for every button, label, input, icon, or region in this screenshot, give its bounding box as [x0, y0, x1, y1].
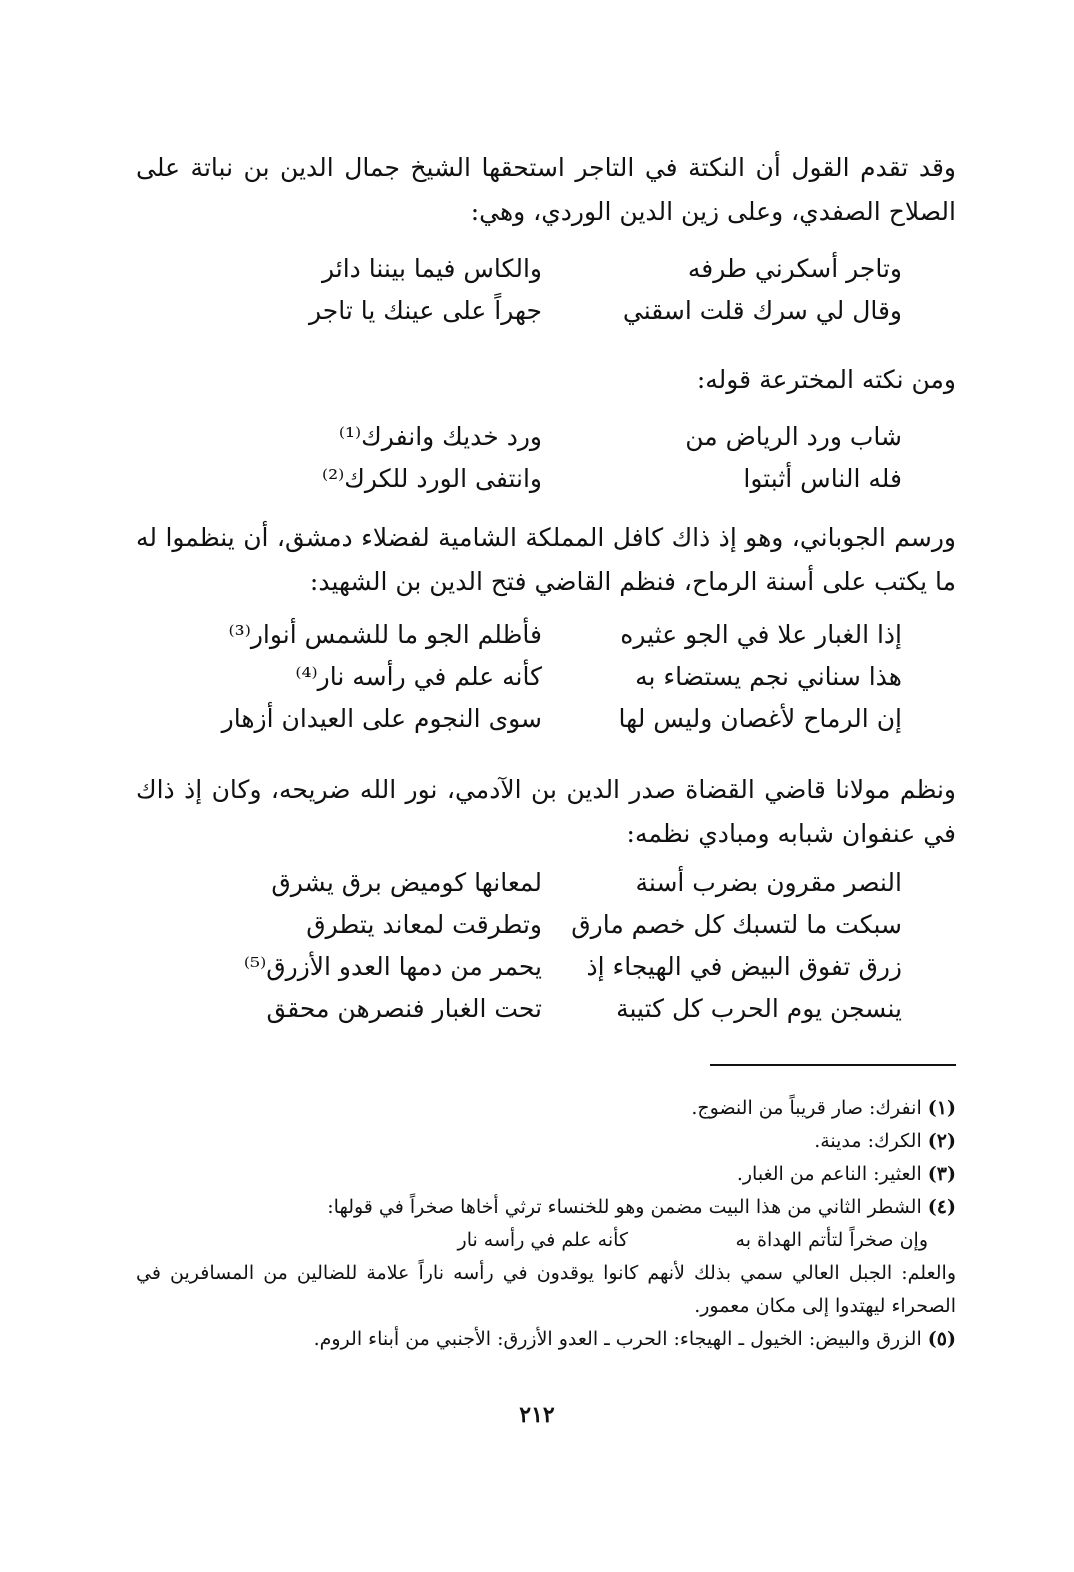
poem-spears	[172, 614, 902, 740]
verse-first-hemistich: سبكت ما لتسبك كل خصم مارق	[571, 910, 902, 939]
verse-second-hemistich: يحمر من دمها العدو الأزرق⁽⁵⁾	[243, 952, 542, 981]
verse-line	[172, 904, 902, 946]
paragraph-intro: وقد تقدم القول أن النكتة في التاجر استحقها الشيخ جمال الدين بن نباتة على الصلاح الصفدي، وعلى زين الدين الوردي، وهي:	[136, 153, 956, 226]
verse-second-hemistich: ورد خديك وانفرك⁽¹⁾	[338, 422, 542, 451]
footnote-text: الزرق والبيض: الخيول ـ الهيجاء: الحرب ـ العدو الأزرق: الأجنبي من أبناء الروم.	[313, 1328, 922, 1350]
verse-line	[172, 416, 902, 458]
verse-first-hemistich: وإن صخراً لتأتم الهداة به	[735, 1229, 928, 1251]
poem-roses	[172, 416, 902, 500]
verse-line	[172, 862, 902, 904]
footnote-4	[136, 1191, 956, 1224]
verse-first-hemistich: زرق تفوق البيض في الهيجاء إذ	[586, 952, 902, 981]
verse-second-hemistich: فأظلم الجو ما للشمس أنوار⁽³⁾	[228, 620, 542, 649]
footnote-text: الكرك: مدينة.	[814, 1130, 922, 1152]
paragraph-spears-commission: ورسم الجوباني، وهو إذ ذاك كافل المملكة الشامية لفضلاء دمشق، أن ينظموا له ما يكتب على أسنة الرماح، فنظم القاضي فتح الدين بن الشهيد:	[136, 523, 956, 596]
footnote-1	[136, 1092, 956, 1125]
footnote-separator	[710, 1064, 956, 1066]
verse-line	[172, 946, 902, 988]
footnote-number: (٥)	[927, 1328, 956, 1350]
verse-first-hemistich: وتاجر أسكرني طرفه	[687, 254, 902, 283]
footnote-number: (٣)	[927, 1163, 956, 1185]
verse-first-hemistich: فله الناس أثبتوا	[743, 464, 902, 493]
footnote-text: العثير: الناعم من الغبار.	[736, 1163, 922, 1185]
footnote-2	[136, 1125, 956, 1158]
verse-first-hemistich: إن الرماح لأغصان وليس لها	[618, 704, 902, 733]
verse-line	[172, 656, 902, 698]
verse-line	[172, 614, 902, 656]
verse-line	[172, 290, 902, 332]
verse-first-hemistich: شاب ورد الرياض من	[685, 422, 902, 451]
verse-line	[172, 248, 902, 290]
footnote-4-verse	[136, 1224, 956, 1257]
verse-second-hemistich: كأنه علم في رأسه نار⁽⁴⁾	[295, 662, 542, 691]
verse-first-hemistich: هذا سناني نجم يستضاء به	[635, 662, 902, 691]
verse-second-hemistich: والكاس فيما بيننا دائر	[321, 254, 542, 283]
verse-first-hemistich: ينسجن يوم الحرب كل كتيبة	[616, 994, 902, 1023]
footnote-number: (٤)	[927, 1196, 956, 1218]
footnote-number: (١)	[927, 1097, 956, 1119]
verse-second-hemistich: وتطرقت لمعاند يتطرق	[306, 910, 542, 939]
verse-second-hemistich: سوى النجوم على العيدان أزهار	[221, 704, 542, 733]
page-number: ٢١٢	[519, 1402, 555, 1428]
verse-second-hemistich: جهراً على عينك يا تاجر	[308, 296, 542, 325]
footnote-number: (٢)	[927, 1130, 956, 1152]
verse-first-hemistich: النصر مقرون بضرب أسنة	[635, 868, 902, 897]
footnote-4-explanation: والعلم: الجبل العالي سمي بذلك لأنهم كانوا يوقدون في رأسه ناراً علامة للضالين من المسافرين في الصحراء ليهتدوا إلى مكان معمور.	[136, 1262, 956, 1317]
footnote-text: الشطر الثاني من هذا البيت مضمن وهو للخنساء ترثي أخاها صخراً في قولها:	[327, 1196, 922, 1218]
paragraph-chief-judge: ونظم مولانا قاضي القضاة صدر الدين بن الآدمي، نور الله ضريحه، وكان إذ ذاك في عنفوان شبابه ومبادي نظمه:	[136, 775, 956, 848]
footnotes	[136, 1092, 956, 1356]
paragraph-invented-jests: ومن نكته المخترعة قوله:	[696, 365, 956, 394]
footnote-text: انفرك: صار قريباً من النضوج.	[691, 1097, 922, 1119]
verse-second-hemistich: كأنه علم في رأسه نار	[457, 1229, 628, 1251]
verse-second-hemistich: وانتفى الورد للكرك⁽²⁾	[322, 464, 542, 493]
verse-line	[172, 458, 902, 500]
verse-first-hemistich: وقال لي سرك قلت اسقني	[622, 296, 902, 325]
verse-second-hemistich: تحت الغبار فنصرهن محقق	[266, 994, 542, 1023]
verse-first-hemistich: إذا الغبار علا في الجو عثيره	[620, 620, 902, 649]
footnote-5	[136, 1323, 956, 1356]
verse-line	[172, 698, 902, 740]
verse-line	[172, 988, 902, 1030]
footnote-3	[136, 1158, 956, 1191]
poem-victory	[172, 862, 902, 1030]
verse-second-hemistich: لمعانها كوميض برق يشرق	[271, 868, 542, 897]
poem-merchant	[172, 248, 902, 332]
